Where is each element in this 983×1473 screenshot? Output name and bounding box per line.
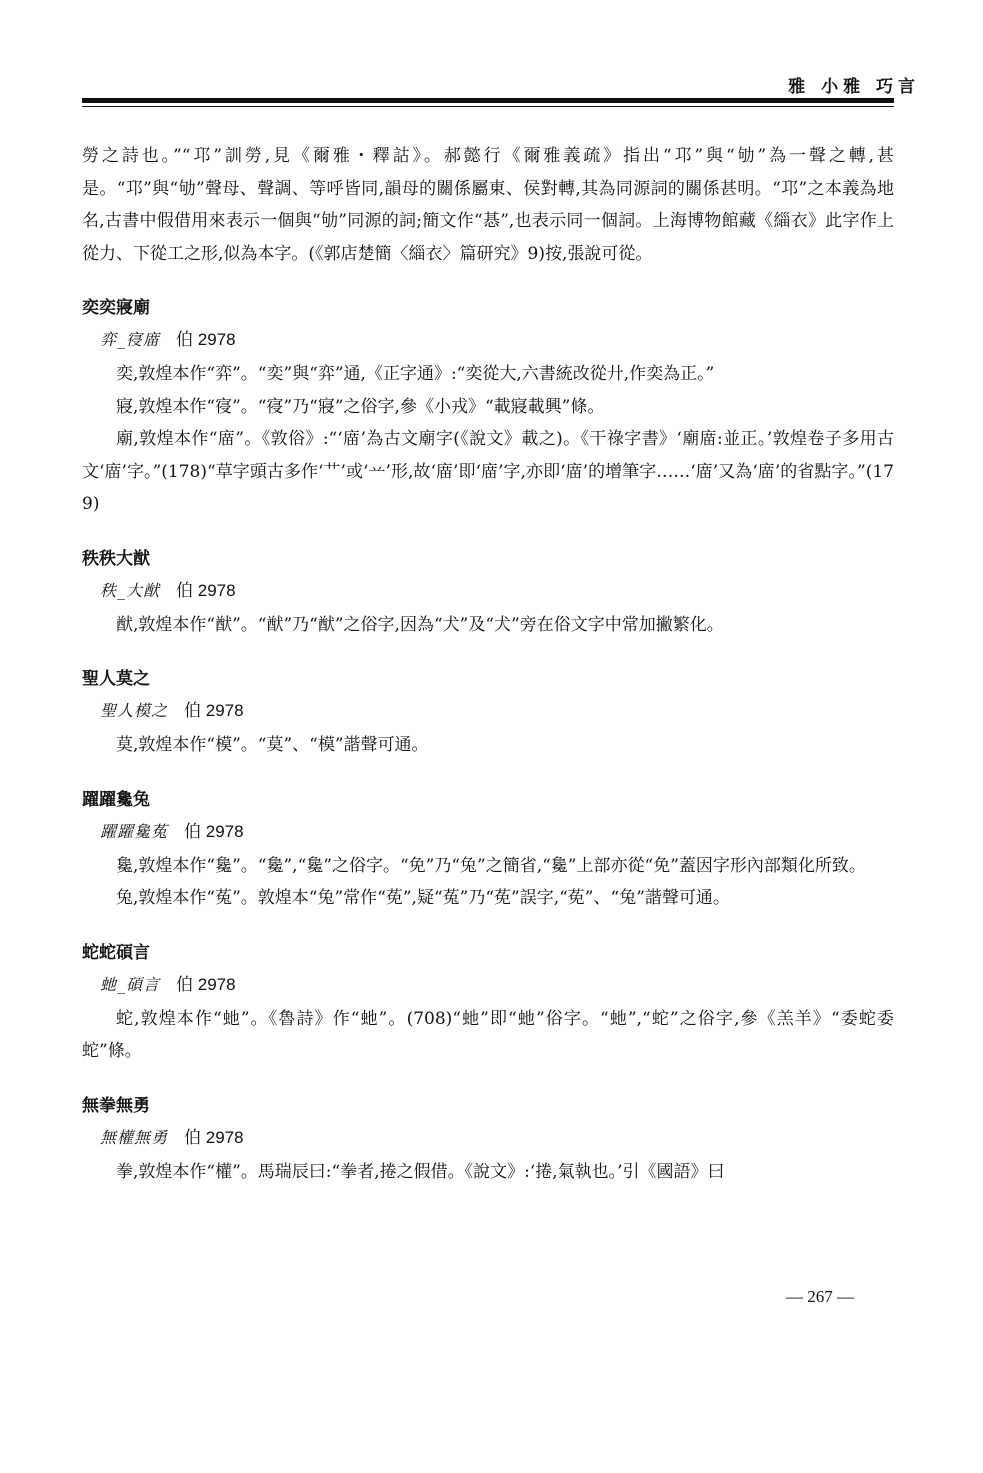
manuscript-ref: 伯 2978 xyxy=(184,1127,244,1147)
entry-source-line xyxy=(82,324,894,356)
page-number: — 267 — xyxy=(786,1287,854,1306)
entry-source-line xyxy=(82,1122,894,1154)
header-rule-thin xyxy=(82,106,894,107)
manuscript-ref: 伯 2978 xyxy=(176,974,236,994)
entry-section xyxy=(82,1090,894,1189)
entry-section xyxy=(82,663,894,762)
manuscript-ref: 伯 2978 xyxy=(184,821,244,841)
entry-paragraph: 兔,敦煌本作“菟”。敦煌本“兔”常作“莬”,疑“菟”乃“莬”誤字,“莬”、“兔”諧聲可通。 xyxy=(116,888,730,908)
entry-paragraph: 廟,敦煌本作“庿”。《敦俗》:“‘庿’為古文廟字(《說文》載之)。《干祿字書》‘廟庿:並正。’敦煌卷子多用古文‘庿’字。”(178)“草字頭古多作‘艹’或‘䒑’形,故‘庿’即‘庿’字,亦即‘庿’的增筆字……‘庿’又為‘庿’的省點字。”(179) xyxy=(82,429,894,514)
entry-heading: 無拳無勇 xyxy=(82,1095,150,1116)
entry-heading: 秩秩大猷 xyxy=(82,548,150,569)
manuscript-variant: 秩_大猷 xyxy=(100,580,161,600)
running-header: 雅 小雅 巧言 xyxy=(788,77,920,97)
intro-paragraph: 勞之詩也。”“邛”訓勞,見《爾雅・釋詁》。郝懿行《爾雅義疏》指出“邛”與“劬”為一聲之轉,甚是。“邛”與“劬”聲母、聲調、等呼皆同,韻母的關係屬東、侯對轉,其為同源詞的關係甚明。“邛”之本義為地名,古書中假借用來表示一個與“劬”同源的詞;簡文作“惎”,也表示同一個詞。上海博物館藏《緇衣》此字作上從力、下從工之形,似為本字。(《郭店楚簡〈緇衣〉篇研究》9)按,張說可從。 xyxy=(82,146,894,264)
entry-paragraph: 莫,敦煌本作“模”。“莫”、“模”諧聲可通。 xyxy=(116,735,429,755)
entry-heading: 蛇蛇碩言 xyxy=(82,942,150,963)
manuscript-variant: 弈_寑庿 xyxy=(100,330,161,349)
entry-source-line xyxy=(82,816,894,848)
entry-source-line xyxy=(82,575,894,607)
manuscript-ref: 伯 2978 xyxy=(184,701,244,720)
entry-heading: 聖人莫之 xyxy=(82,669,150,689)
entry-heading: 躍躍毚兔 xyxy=(82,789,150,810)
manuscript-variant: 聖人模之 xyxy=(100,701,169,720)
page-body xyxy=(82,140,894,1188)
entry-source-line xyxy=(82,969,894,1001)
entry-heading: 奕奕寢廟 xyxy=(82,298,150,318)
entry-paragraph: 拳,敦煌本作“權”。馬瑞辰曰:“拳者,捲之假借。《說文》:‘捲,氣執也。’引《國語》曰 xyxy=(116,1161,725,1182)
manuscript-ref: 伯 2978 xyxy=(176,580,236,600)
entry-source-line xyxy=(82,695,894,727)
entry-section xyxy=(82,784,894,915)
entry-paragraph: 猷,敦煌本作“猷”。“猷”乃“猷”之俗字,因為“犬”及“犬”旁在俗文字中常加撇繁化。 xyxy=(116,614,724,635)
header-rule-thick xyxy=(82,98,894,103)
manuscript-variant: 躍躍毚菟 xyxy=(100,821,169,841)
manuscript-variant: 虵_碩言 xyxy=(100,974,161,994)
entry-paragraph: 蛇,敦煌本作“虵”。《魯詩》作“虵”。(708)“虵”即“虵”俗字。“虵”,“蛇”之俗字,參《羔羊》“委蛇委蛇”條。 xyxy=(82,1008,894,1061)
entry-section xyxy=(82,543,894,642)
entry-section xyxy=(82,292,894,521)
manuscript-ref: 伯 2978 xyxy=(176,330,236,349)
entry-paragraph: 毚,敦煌本作“毚”。“毚”,“毚”之俗字。“免”乃“兔”之簡省,“毚”上部亦從“免”蓋因字形內部類化所致。 xyxy=(116,855,866,876)
entry-paragraph: 奕,敦煌本作“弈”。“奕”與“弈”通,《正字通》:“奕從大,六書統改從廾,作奕為正。” xyxy=(116,364,715,384)
entry-section xyxy=(82,937,894,1068)
manuscript-variant: 無權無勇 xyxy=(100,1127,169,1147)
entry-paragraph: 寢,敦煌本作“寑”。“寑”乃“寢”之俗字,參《小戎》“載寢載興”條。 xyxy=(116,396,605,417)
